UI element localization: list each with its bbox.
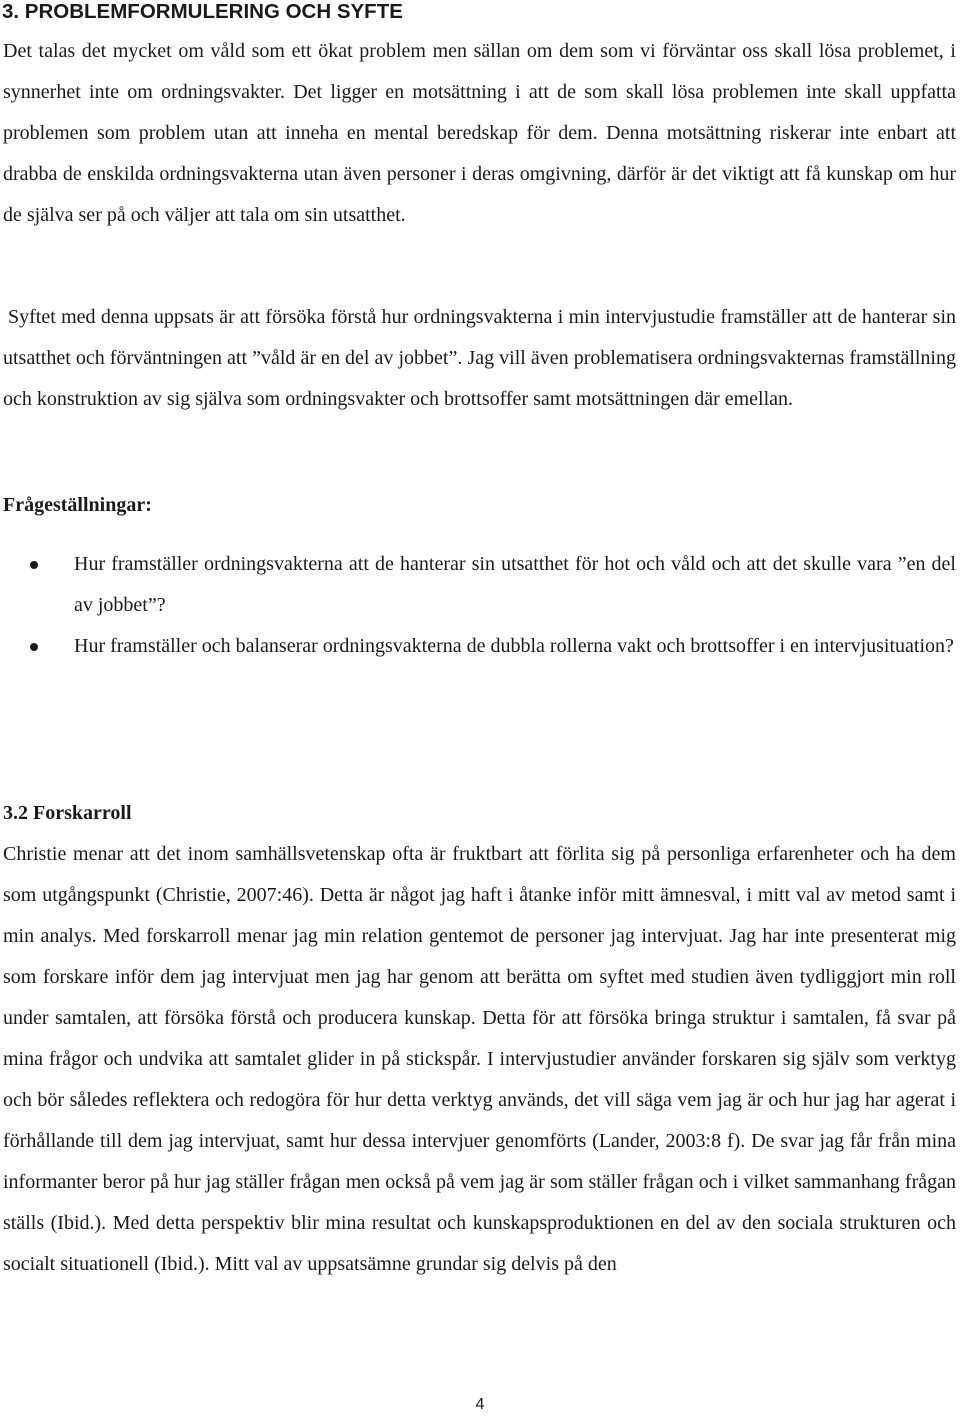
questions-heading: Frågeställningar: bbox=[3, 494, 152, 516]
page-number: 4 bbox=[475, 1396, 485, 1413]
research-questions-list bbox=[0, 544, 956, 667]
question-text: Hur framställer ordningsvakterna att de hanterar sin utsatthet för hot och våld och att det skulle vara ”en del av jobbet”? bbox=[74, 553, 956, 616]
paragraph-purpose-text: Syftet med denna uppsats är att försöka förstå hur ordningsvakterna i min intervjustudie framställer att de hanterar sin utsatthet och förväntningen att ”våld är en del av jobbet”. Jag vill även problematisera ordningsvakternas framställning och konstruktion av sig själva som ordningsvakter och brottsoffer samt motsättningen där emellan. bbox=[3, 306, 956, 410]
bullet-icon bbox=[30, 643, 38, 651]
paragraph-purpose bbox=[3, 297, 956, 420]
section-heading-forskarroll: 3.2 Forskarroll bbox=[3, 802, 132, 824]
list-item bbox=[0, 544, 956, 626]
paragraph-problem-statement: Det talas det mycket om våld som ett ökat problem men sällan om dem som vi förväntar oss skall lösa problemet, i synnerhet inte om ordningsvakter. Det ligger en motsättning i att de som skall lösa problemen inte skall uppfatta problemen som problem utan att inneha en mental beredskap för dem. Denna motsättning riskerar inte enbart att drabba de enskilda ordningsvakterna utan även personer i deras omgivning, därför är det viktigt att få kunskap om hur de själva ser på och väljer att tala om sin utsatthet. bbox=[3, 40, 956, 226]
list-item bbox=[0, 626, 956, 667]
section-heading-problemformulering: 3. PROBLEMFORMULERING OCH SYFTE bbox=[2, 0, 403, 23]
paragraph-researcher-role: Christie menar att det inom samhällsvetenskap ofta är fruktbart att förlita sig på personliga erfarenheter och ha dem som utgångspunkt (Christie, 2007:46). Detta är något jag haft i åtanke inför mitt ämnesval, i mitt val av metod samt i min analys. Med forskarroll menar jag min relation gentemot de personer jag intervjuat. Jag har inte presenterat mig som forskare inför dem jag intervjuat men jag har genom att berätta om syftet med studien även tydliggjort min roll under samtalen, att försöka förstå och producera kunskap. Detta för att försöka bringa struktur i samtalen, få svar på mina frågor och undvika att samtalet glider in på stickspår. I intervjustudier använder forskaren sig själv som verktyg och bör således reflektera och redogöra för hur detta verktyg används, det vill säga vem jag är och hur jag har agerat i förhållande till dem jag intervjuat, samt hur dessa intervjuer genomförts (Lander, 2003:8 f). De svar jag får från mina informanter beror på hur jag ställer frågan men också på vem jag är som ställer frågan och i vilket sammanhang frågan ställs (Ibid.). Med detta perspektiv blir mina resultat och kunskapsproduktionen en del av den sociala strukturen och socialt situationell (Ibid.). Mitt val av uppsatsämne grundar sig delvis på den bbox=[3, 843, 956, 1275]
question-text: Hur framställer och balanserar ordningsvakterna de dubbla rollerna vakt och brottsoffer i en intervjusituation? bbox=[74, 635, 954, 657]
bullet-icon bbox=[30, 561, 38, 569]
